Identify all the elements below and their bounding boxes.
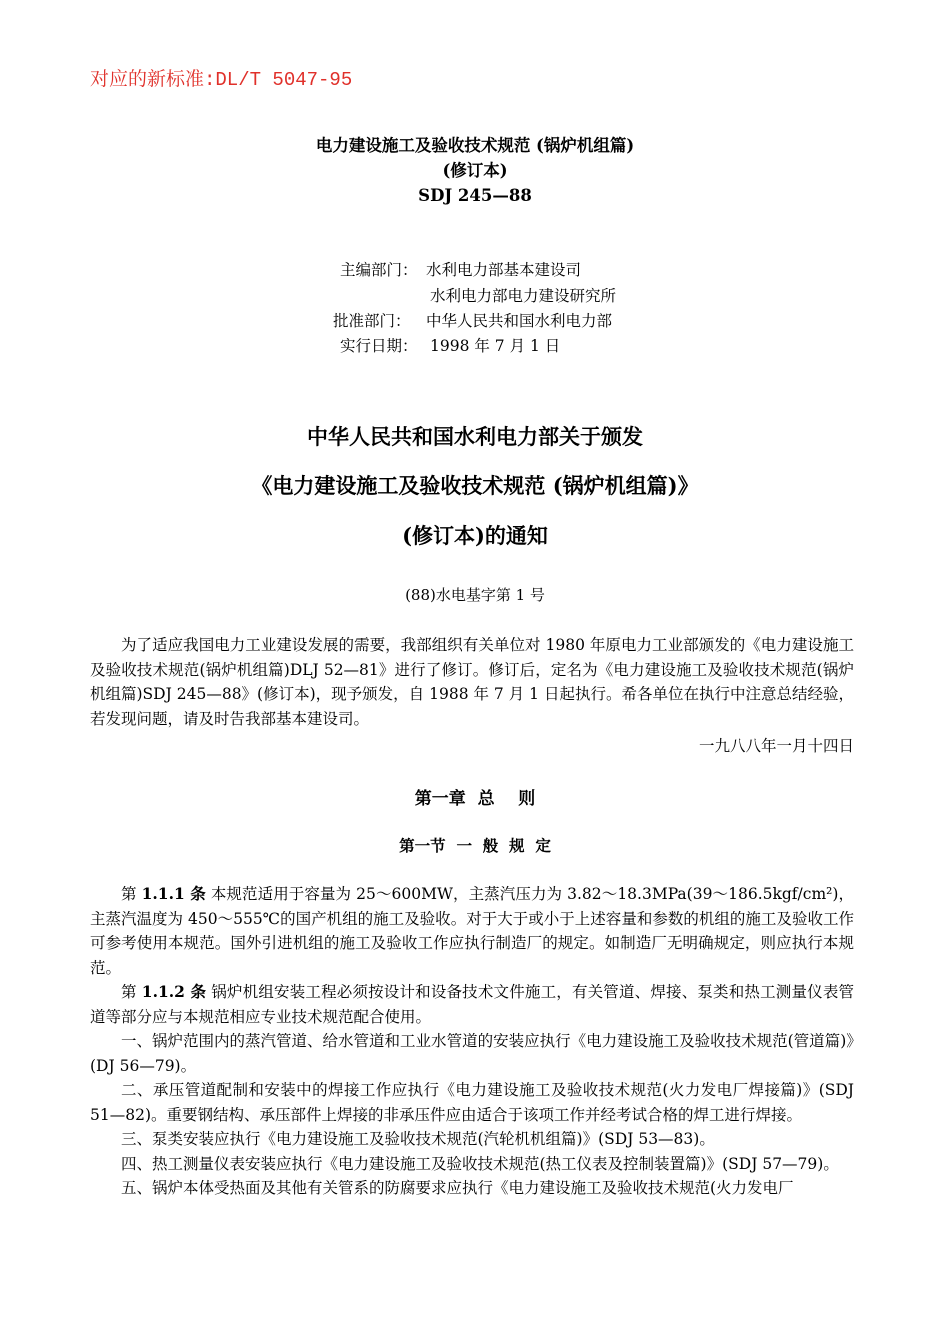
- article-text: 锅炉机组安装工程必须按设计和设备技术文件施工，有关管道、焊接、泵类和热工测量仪表管道等部分应与本规范相应专业技术规范配合使用。: [90, 983, 854, 1026]
- editor-label: 主编部门：: [340, 261, 418, 279]
- article-prefix: 第: [121, 885, 142, 903]
- article-text: 本规范适用于容量为 25～600MW，主蒸汽压力为 3.82～18.3MPa(39～186.5kgf/cm²)，主蒸汽温度为 450～555℃的国产机组的施工及验收。对于大于或小于上述容量和参数的机组的施工及验收工作可参考使用本规范。国外引进机组的施工及验收工作应执行制造厂的规定。如制造厂无明确规定，则应执行本规范。: [90, 885, 854, 977]
- articles-body: [90, 882, 854, 1201]
- notice-title-line-3: (修订本)的通知: [402, 523, 548, 548]
- doc-title-line-3: SDJ 245—88: [418, 186, 532, 205]
- article-number: 1.1.2 条: [141, 982, 207, 1001]
- notice-paragraph: 为了适应我国电力工业建设发展的需要，我部组织有关单位对 1980 年原电力工业部颁发的《电力建设施工及验收技术规范(锅炉机组篇)DLJ 52—81》进行了修订。修订后，定名为《电力建设施工及验收技术规范(锅炉机组篇)SDJ 245—88》(修订本)，现予颁发，自 1988 年 7 月 1 日起执行。希各单位在执行中注意总结经验，若发现问题，请及时告我部基本建设司。: [90, 636, 854, 728]
- doc-title-line-2: (修订本): [442, 161, 508, 180]
- article-1-1-1: [90, 882, 854, 980]
- document-number: (88)水电基字第 1 号: [405, 586, 545, 604]
- approver-dept: 中华人民共和国水利电力部: [426, 312, 613, 330]
- notice-title-line-1: 中华人民共和国水利电力部关于颁发: [307, 424, 643, 449]
- effective-date: 1998 年 7 月 1 日: [430, 337, 561, 355]
- list-item: 五、锅炉本体受热面及其他有关管系的防腐要求应执行《电力建设施工及验收技术规范(火力发电厂: [121, 1179, 794, 1197]
- article-1-1-2: [90, 980, 854, 1029]
- notice-title-line-2: 《电力建设施工及验收技术规范 (锅炉机组篇)》: [251, 473, 699, 498]
- notice-date: 一九八八年一月十四日: [698, 737, 854, 755]
- chapter-title: 第一章 总 则: [414, 789, 536, 809]
- effective-label: 实行日期：: [340, 337, 418, 355]
- list-item: 三、泵类安装应执行《电力建设施工及验收技术规范(汽轮机机组篇)》(SDJ 53—83)。: [121, 1130, 715, 1148]
- section-title: 第一节 一 般 规 定: [399, 836, 551, 855]
- list-item: 一、锅炉范围内的蒸汽管道、给水管道和工业水管道的安装应执行《电力建设施工及验收技术规范(管道篇)》(DJ 56—79)。: [90, 1032, 854, 1075]
- list-item: 二、承压管道配制和安装中的焊接工作应执行《电力建设施工及验收技术规范(火力发电厂焊接篇)》(SDJ 51—82)。重要钢结构、承压部件上焊接的非承压件应由适合于该项工作并经考试合格的焊工进行焊接。: [90, 1081, 854, 1124]
- approver-label: 批准部门：: [333, 312, 411, 330]
- editor-dept-2: 水利电力部电力建设研究所: [430, 287, 617, 305]
- article-prefix: 第: [121, 983, 142, 1001]
- editor-dept-1: 水利电力部基本建设司: [426, 261, 582, 279]
- doc-title-line-1: 电力建设施工及验收技术规范 (锅炉机组篇): [315, 136, 635, 155]
- notice-body: [90, 633, 854, 731]
- article-number: 1.1.1 条: [141, 884, 206, 903]
- new-standard-note: 对应的新标准:DL/T 5047-95: [90, 69, 353, 91]
- list-item: 四、热工测量仪表安装应执行《电力建设施工及验收技术规范(热工仪表及控制装置篇)》(SDJ 57—79)。: [121, 1154, 839, 1173]
